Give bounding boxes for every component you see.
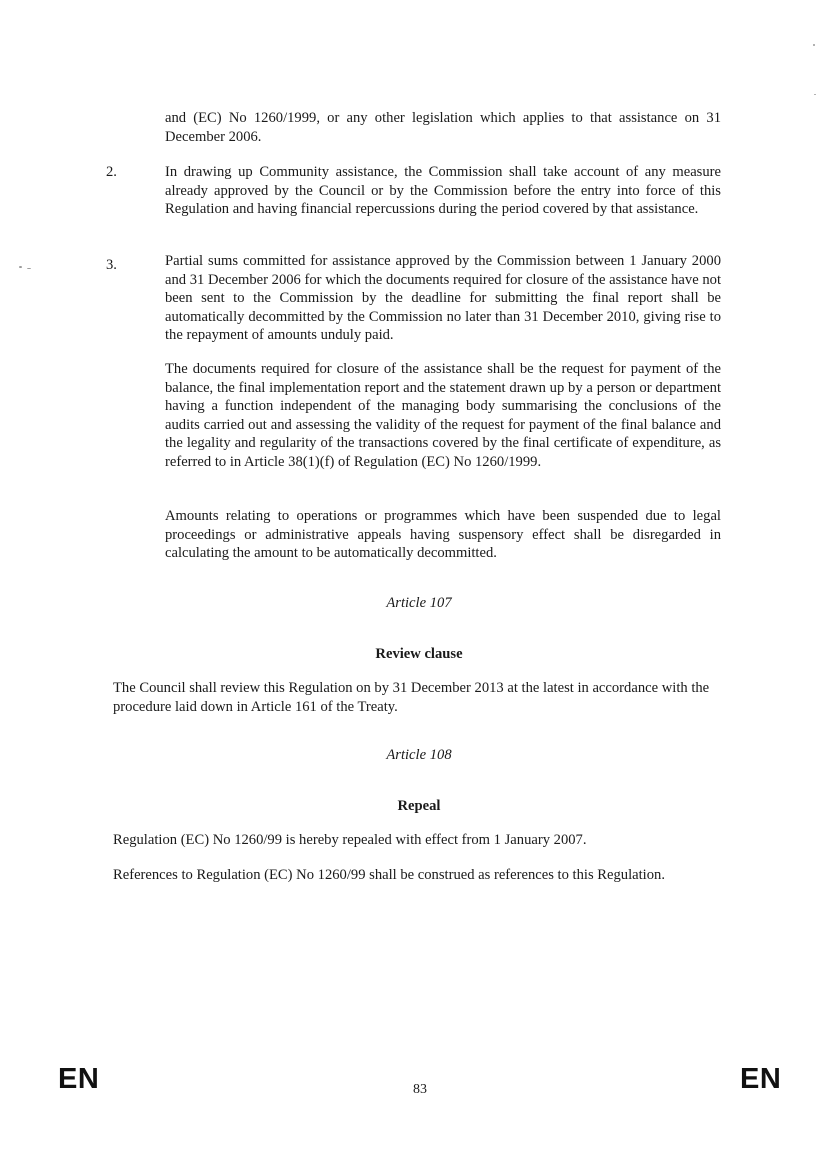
paragraph-number-3: 3. (106, 257, 117, 273)
article-107-body: The Council shall review this Regulation on by 31 December 2013 at the latest in accordance with the procedure laid down in Article 161 of the Treaty. (113, 680, 710, 715)
paragraph-2: In drawing up Community assistance, the Commission shall take account of any measure already approved by the Council or by the Commission before the entry into force of this Regulation and having financial repercussions during the period covered by that assistance. (165, 164, 721, 218)
article-108-body-2: References to Regulation (EC) No 1260/99 shall be construed as references to this Regulation. (113, 867, 665, 883)
scan-speck (19, 266, 22, 268)
article-107-heading: Article 107 (386, 595, 452, 611)
scan-speck (813, 44, 815, 46)
paragraph-3: Partial sums committed for assistance approved by the Commission between 1 January 2000 and 31 December 2006 for which the documents required for closure of the assistance have not been sent to the Commission by the deadline for submitting the final report shall be automatically decommitted by the Commission no later than 31 December 2010, giving rise to the repayment of amounts unduly paid. (165, 253, 721, 344)
article-108-body-1: Regulation (EC) No 1260/99 is hereby repealed with effect from 1 January 2007. (113, 832, 587, 848)
paragraph-closure-documents: The documents required for closure of the assistance shall be the request for payment of the balance, the final implementation report and the statement drawn up by a person or department having a function independent of the managing body summarising the conclusions of the audits carried out and assessing the validity of the request for payment of the final balance and the legality and regularity of the transactions covered by the final certificate of expenditure, as referred to in Article 38(1)(f) of Regulation (EC) No 1260/1999. (165, 361, 721, 470)
article-107-title: Review clause (375, 646, 463, 662)
language-code-right: EN (740, 1063, 782, 1095)
page-number: 83 (413, 1082, 427, 1097)
article-108-title: Repeal (397, 798, 441, 814)
article-108-heading: Article 108 (386, 747, 452, 763)
scan-speck (27, 268, 31, 269)
paragraph-continuation: and (EC) No 1260/1999, or any other legislation which applies to that assistance on 31 December 2006. (165, 110, 721, 145)
scan-speck (814, 94, 816, 95)
language-code-left: EN (58, 1063, 100, 1095)
paragraph-number-2: 2. (106, 164, 117, 180)
paragraph-suspended-amounts: Amounts relating to operations or programmes which have been suspended due to legal proceedings or administrative appeals having suspensory effect shall be disregarded in calculating the amount to be automatically decommitted. (165, 508, 721, 562)
